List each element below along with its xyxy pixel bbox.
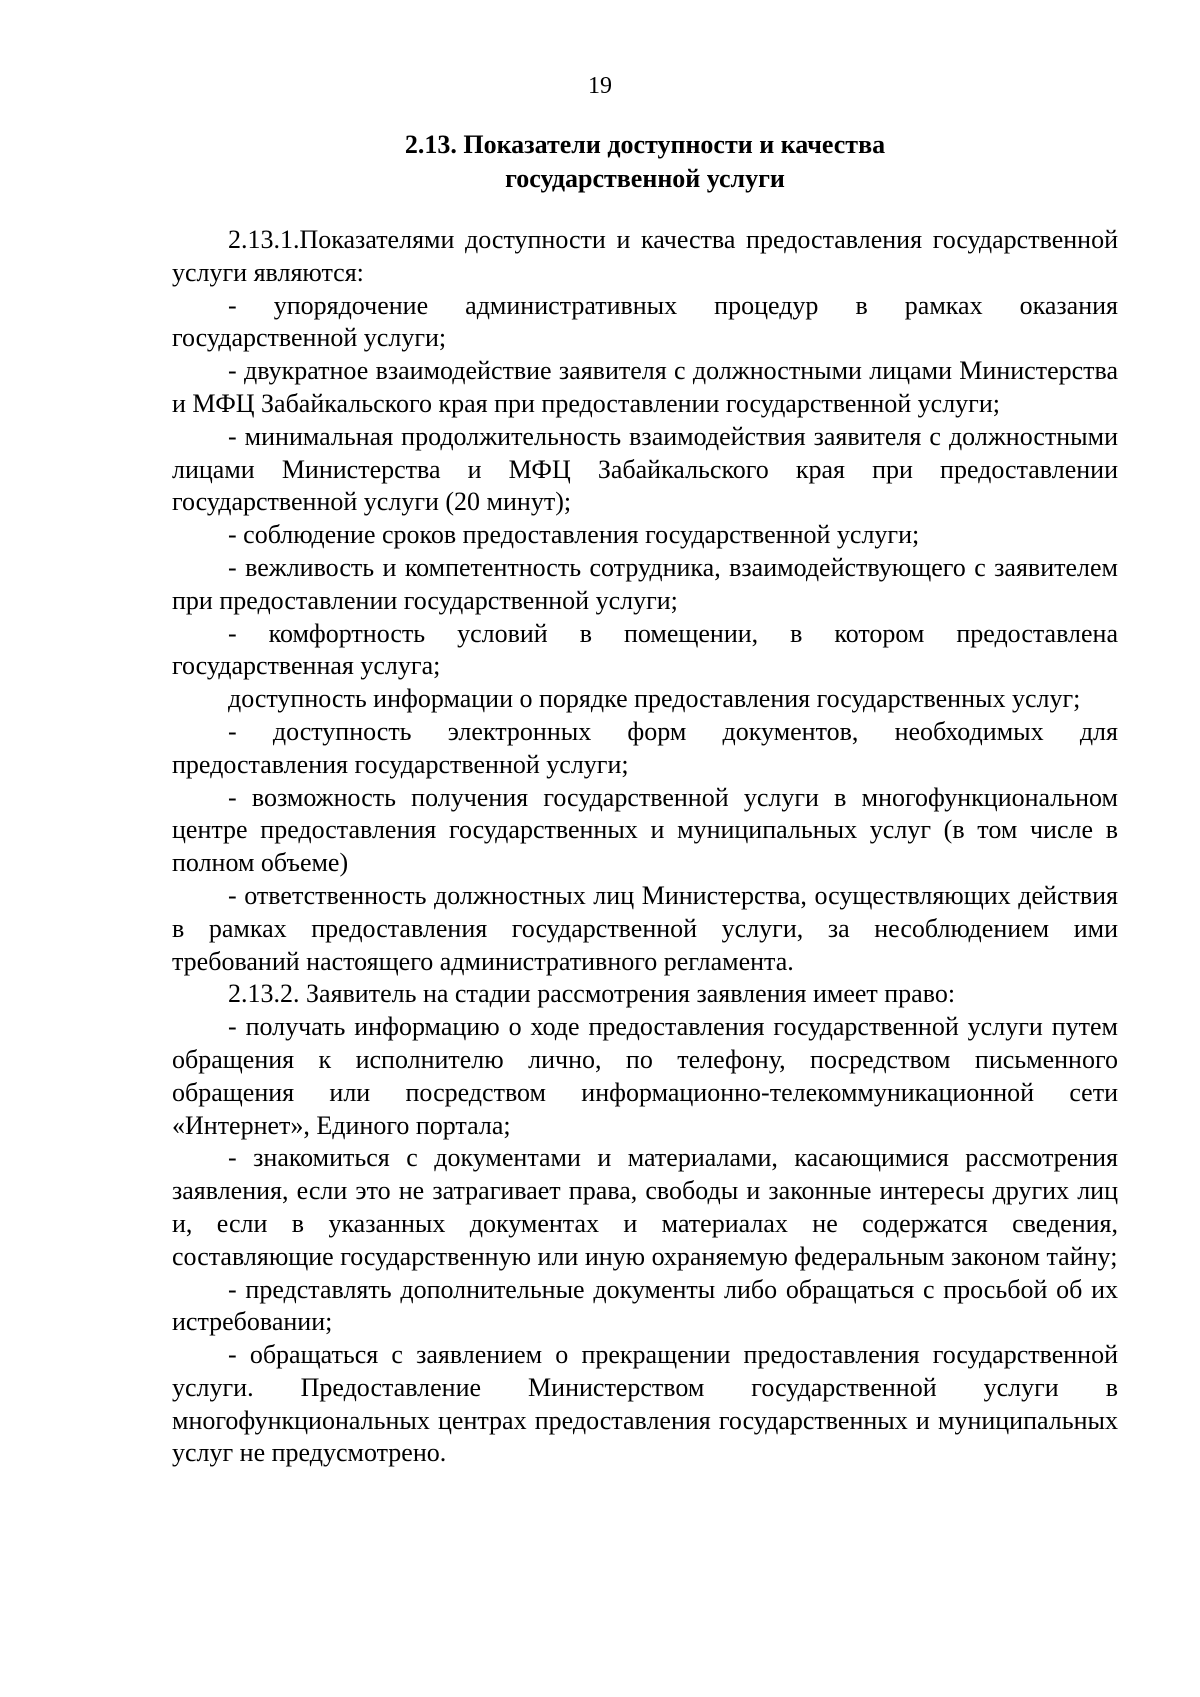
list-item-politeness: - вежливость и компетентность сотрудника, взаимодействующего с заявителем при предоставлении государственной услуги; [172,552,1118,615]
list-item-responsibility: - ответственность должностных лиц Министерства, осуществляющих действия в рамках предоставления государственной услуги, за несоблюдением ими требований настоящего административного регламента. [172,880,1118,976]
list-item-mfc-possibility: - возможность получения государственной услуги в многофункциональном центре предоставления государственных и муниципальных услуг (в том числе в полном объеме) [172,782,1118,878]
list-item-termination-request: - обращаться с заявлением о прекращении предоставления государственной услуги. Предоставление Министерством государственной услуги в многофункциональных центрах предоставления государственных и муниципальных услуг не предусмотрено. [172,1340,1118,1468]
section-body [172,224,1118,1470]
list-item-min-duration: - минимальная продолжительность взаимодействия заявителя с должностными лицами Министерства и МФЦ Забайкальского края при предоставлении государственной услуги (20 минут); [172,421,1118,517]
page-number: 19 [588,73,612,99]
list-item-info-availability: доступность информации о порядке предоставления государственных услуг; [228,684,1081,714]
list-item-procedures: - упорядочение административных процедур в рамках оказания государственной услуги; [172,290,1118,353]
list-item-additional-documents: - представлять дополнительные документы либо обращаться с просьбой об их истребовании; [172,1274,1118,1337]
list-item-comfort: - комфортность условий в помещении, в котором предоставлена государственная услуга; [172,618,1118,681]
section-heading-line-1: 2.13. Показатели доступности и качества [404,130,886,159]
list-item-two-interactions: - двукратное взаимодействие заявителя с должностными лицами Министерства и МФЦ Забайкальского края при предоставлении государственной услуги; [172,356,1118,418]
section-heading [172,128,1118,196]
list-item-receive-info: - получать информацию о ходе предоставления государственной услуги путем обращения к исполнителю лично, по телефону, посредством письменного обращения или посредством информационно-телекоммуникационной сети «Интернет», Единого портала; [172,1012,1118,1140]
list-item-electronic-forms: - доступность электронных форм документов, необходимых для предоставления государственной услуги; [172,716,1118,779]
paragraph-2-13-2-intro: 2.13.2. Заявитель на стадии рассмотрения заявления имеет право: [228,979,956,1009]
paragraph-2-13-1-intro: 2.13.1.Показателями доступности и качества предоставления государственной услуги являются: [172,225,1118,287]
section-heading-line-2: государственной услуги [505,164,785,193]
list-item-deadlines: - соблюдение сроков предоставления государственной услуги; [228,520,920,550]
list-item-review-documents: - знакомиться с документами и материалами, касающимися рассмотрения заявления, если это не затрагивает права, свободы и законные интересы других лиц и, если в указанных документах и материалах не содержатся сведения, составляющие государственную или иную охраняемую федеральным законом тайну; [172,1143,1118,1271]
